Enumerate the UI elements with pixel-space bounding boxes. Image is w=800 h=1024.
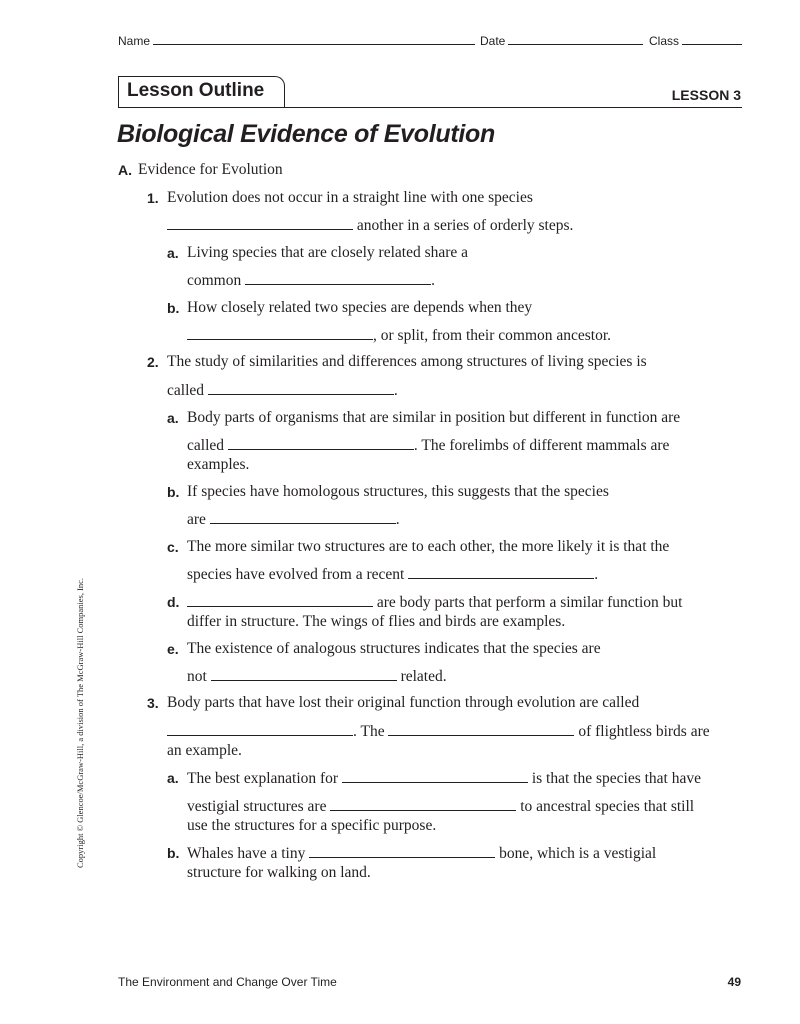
item-2a-text: called (187, 437, 225, 454)
name-field[interactable] (118, 33, 475, 48)
page-number: 49 (727, 975, 741, 989)
item-2d-label: d. (167, 594, 180, 610)
item-1b-label: b. (167, 300, 180, 316)
item-2-punct: . (393, 382, 398, 399)
item-1-line-1: Evolution does not occur in a straight line with one species (167, 189, 533, 206)
item-2b-punct: . (395, 511, 400, 528)
date-line[interactable] (508, 33, 643, 45)
item-2c-label: c. (167, 539, 179, 555)
section-a-label: A. (118, 162, 132, 178)
item-2a-line-3: examples. (187, 456, 250, 473)
item-2d-line-1 (187, 592, 682, 613)
item-1-line-2 (167, 215, 573, 236)
item-3a-text-after: is that the species that have (531, 770, 701, 787)
item-2a-text-after: . The forelimbs of different mammals are (413, 437, 670, 454)
item-2-label: 2. (147, 354, 159, 370)
item-1a-text: common (187, 272, 242, 289)
item-1b-text: , or split, from their common ancestor. (373, 327, 612, 344)
item-2c-line-1: The more similar two structures are to each other, the more likely it is that the (187, 538, 670, 555)
item-3-line-3: an example. (167, 742, 242, 759)
blank-1a[interactable] (245, 270, 431, 285)
item-3b-text: Whales have a tiny (187, 845, 306, 862)
class-line[interactable] (682, 33, 742, 45)
item-3-text-after: of flightless birds are (578, 723, 710, 740)
item-3b-line-2: structure for walking on land. (187, 864, 371, 881)
item-2-line-2 (167, 380, 398, 401)
blank-1[interactable] (167, 215, 353, 230)
item-1-label: 1. (147, 190, 159, 206)
item-2b-label: b. (167, 484, 180, 500)
page-title: Biological Evidence of Evolution (117, 120, 495, 148)
blank-3a-2[interactable] (330, 796, 516, 811)
item-3a-text-2: vestigial structures are (187, 798, 327, 815)
item-2a-line-2 (187, 435, 669, 456)
item-2a-label: a. (167, 410, 179, 426)
item-3-label: 3. (147, 695, 159, 711)
item-2e-line-1: The existence of analogous structures indicates that the species are (187, 640, 601, 657)
item-2e-text: not (187, 668, 207, 685)
blank-2e[interactable] (211, 666, 397, 681)
item-1b-line-2 (187, 325, 611, 346)
blank-3b-1[interactable] (309, 843, 495, 858)
item-1a-punct: . (431, 272, 435, 289)
copyright-notice: Copyright © Glencoe/McGraw-Hill, a division of The McGraw-Hill Companies, Inc. (75, 577, 85, 868)
name-label: Name (118, 34, 151, 48)
item-1a-line-1: Living species that are closely related share a (187, 244, 469, 261)
banner-rule (118, 107, 742, 108)
blank-3a[interactable] (167, 721, 353, 736)
blank-2d[interactable] (187, 592, 373, 607)
item-2b-line-2 (187, 509, 400, 530)
item-3-line-2 (167, 721, 710, 742)
name-line[interactable] (153, 33, 475, 45)
item-2c-text: species have evolved from a recent (187, 566, 405, 583)
item-2-text: called (167, 382, 205, 399)
lesson-outline-label: Lesson Outline (127, 80, 265, 101)
item-3b-text-after: bone, which is a vestigial (499, 845, 657, 862)
blank-2[interactable] (208, 380, 394, 395)
blank-2c[interactable] (408, 564, 594, 579)
item-2d-text: are body parts that perform a similar function but (376, 594, 683, 611)
item-3a-line-2 (187, 796, 694, 817)
blank-3a-1[interactable] (342, 768, 528, 783)
item-1b-line-1: How closely related two species are depends when they (187, 299, 533, 316)
item-1-text: another in a series of orderly steps. (356, 217, 574, 234)
item-2e-label: e. (167, 641, 179, 657)
item-2d-line-2: differ in structure. The wings of flies and birds are examples. (187, 613, 566, 630)
item-3a-line-3: use the structures for a specific purpose. (187, 817, 437, 834)
item-3b-label: b. (167, 845, 180, 861)
lesson-number: LESSON 3 (671, 87, 741, 103)
section-a-heading: Evidence for Evolution (138, 161, 283, 178)
item-1a-label: a. (167, 245, 179, 261)
item-3a-line-1 (187, 768, 701, 789)
blank-2b[interactable] (210, 509, 396, 524)
date-field[interactable] (480, 33, 643, 48)
item-1a-line-2 (187, 270, 435, 291)
item-2e-text-after: related. (400, 668, 447, 685)
item-2c-punct: . (594, 566, 599, 583)
blank-2a[interactable] (228, 435, 414, 450)
item-3-line-1: Body parts that have lost their original function through evolution are called (167, 694, 640, 711)
item-2b-text: are (187, 511, 206, 528)
lesson-outline-tab (118, 76, 285, 107)
class-label: Class (649, 34, 680, 48)
item-2e-line-2 (187, 666, 447, 687)
item-3-text-mid: . The (353, 723, 385, 740)
item-3a-text: The best explanation for (187, 770, 339, 787)
footer-unit-title: The Environment and Change Over Time (118, 975, 337, 989)
item-2a-line-1: Body parts of organisms that are similar in position but different in function are (187, 409, 681, 426)
date-label: Date (480, 34, 506, 48)
class-field[interactable] (649, 33, 742, 48)
item-3a-label: a. (167, 770, 179, 786)
blank-3b[interactable] (388, 721, 574, 736)
item-3a-text-2-after: to ancestral species that still (520, 798, 695, 815)
item-2-line-1: The study of similarities and differences among structures of living species is (167, 353, 647, 370)
item-2b-line-1: If species have homologous structures, this suggests that the species (187, 483, 609, 500)
item-3b-line-1 (187, 843, 656, 864)
blank-1b[interactable] (187, 325, 373, 340)
item-2c-line-2 (187, 564, 598, 585)
student-info-header (118, 33, 742, 49)
